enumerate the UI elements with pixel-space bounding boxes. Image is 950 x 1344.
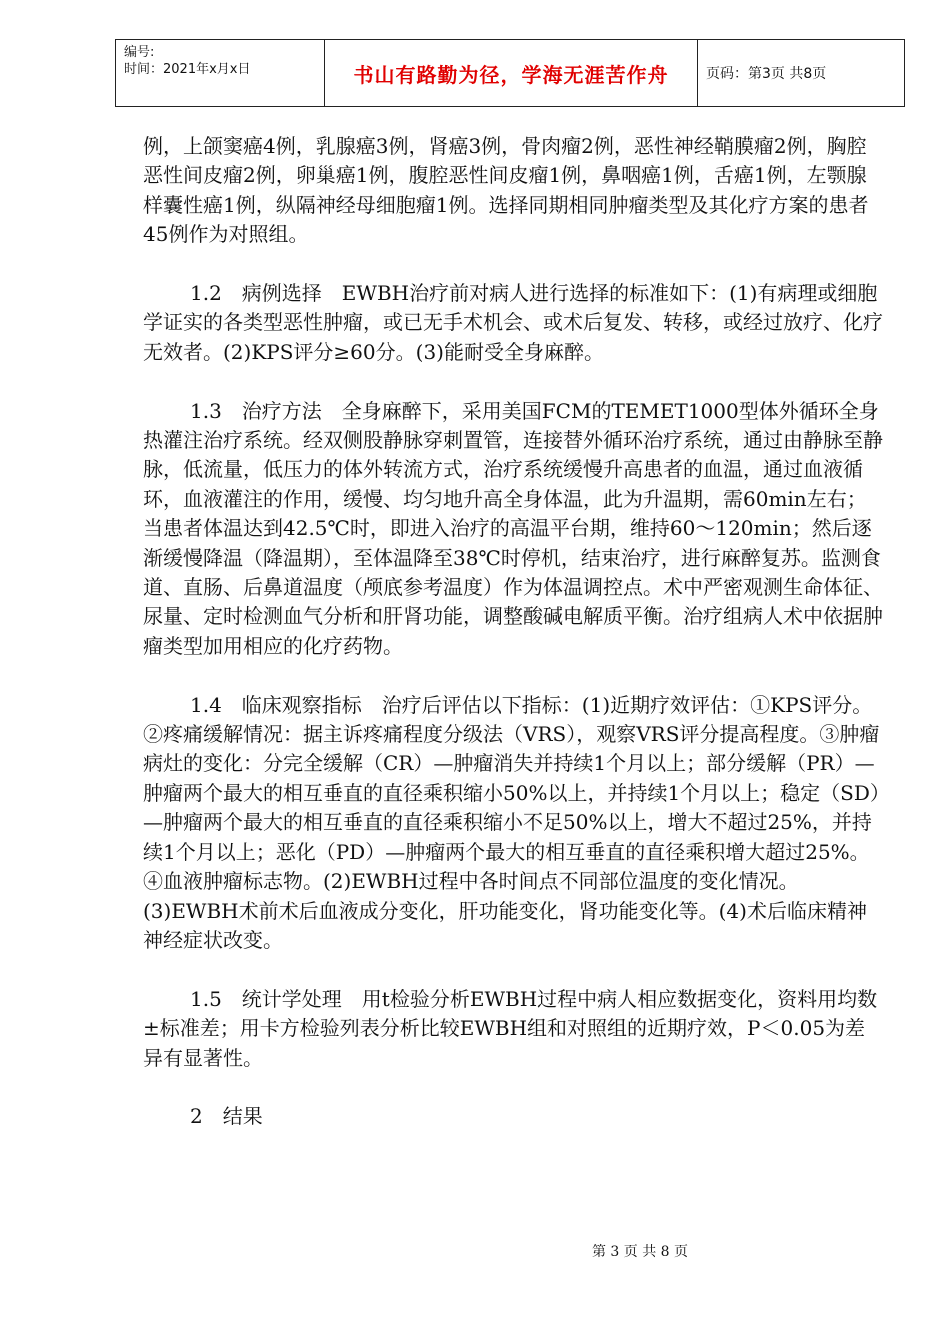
document-body xyxy=(143,132,883,1161)
header-page-info: 页码：第3页 共8页 xyxy=(698,40,905,107)
page-footer: 第 3 页 共 8 页 xyxy=(591,1244,689,1260)
serial-label: 编号: xyxy=(124,45,155,60)
paragraph-observation-indicators: 1.4 临床观察指标 治疗后评估以下指标：(1)近期疗效评估：①KPS评分。②疼痛缓解情况：据主诉疼痛程度分级法（VRS），观察VRS评分提高程度。③肿瘤病灶的变化：分完全缓解（CR）—肿瘤消失并持续1个月以上；部分缓解（PR）—肿瘤两个最大的相互垂直的直径乘积缩小50%以上，并持续1个月以上；稳定（SD）—肿瘤两个最大的相互垂直的直径乘积缩小不足50%以上，增大不超过25%，并持续1个月以上；恶化（PD）—肿瘤两个最大的相互垂直的直径乘积增大超过25%。④血液肿瘤标志物。(2)EWBH过程中各时间点不同部位温度的变化情况。(3)EWBH术前术后血液成分变化，肝功能变化，肾功能变化等。(4)术后临床精神神经症状改变。 xyxy=(143,692,880,952)
header-meta-cell xyxy=(116,40,325,107)
paragraph-patient-cases: 例，上颌窦癌4例，乳腺癌3例，肾癌3例，骨肉瘤2例，恶性神经鞘膜瘤2例，胸腔恶性间皮瘤2例，卵巢癌1例，腹腔恶性间皮瘤1例，鼻咽癌1例，舌癌1例，左颚腺样囊性癌1例，纵隔神经母细胞瘤1例。选择同期相同肿瘤类型及其化疗方案的患者45例作为对照组。 xyxy=(143,134,869,247)
header-motto: 书山有路勤为径，学海无涯苦作舟 xyxy=(353,62,669,87)
paragraph-case-selection: 1.2 病例选择 EWBH治疗前对病人进行选择的标准如下：(1)有病理或细胞学证实的各类型恶性肿瘤，或已无手术机会、或术后复发、转移，或经过放疗、化疗无效者。(2)KPS评分≥60分。(3)能耐受全身麻醉。 xyxy=(143,281,883,364)
page-header xyxy=(115,39,905,107)
paragraph-statistics: 1.5 统计学处理 用t检验分析EWBH过程中病人相应数据变化，资料用均数±标准差；用卡方检验列表分析比较EWBH组和对照组的近期疗效，P＜0.05为差异有显著性。 xyxy=(143,986,878,1070)
time-label: 时间：2021年x月x日 xyxy=(124,62,251,77)
paragraph-treatment-method: 1.3 治疗方法 全身麻醉下，采用美国FCM的TEMET1000型体外循环全身热灌注治疗系统。经双侧股静脉穿刺置管，连接替外循环治疗系统，通过由静脉至静脉，低流量，低压力的体外转流方式，治疗系统缓慢升高患者的血温，通过血液循环，血液灌注的作用，缓慢、均匀地升高全身体温，此为升温期，需60min左右；当患者体温达到42.5℃时，即进入治疗的高温平台期，维持60～120min；然后逐渐缓慢降温（降温期），至体温降至38℃时停机，结束治疗，进行麻醉复苏。监测食道、直肠、后鼻道温度（颅底参考温度）作为体温调控点。术中严密观测生命体征、尿量、定时检测血气分析和肝肾功能，调整酸碱电解质平衡。治疗组病人术中依据肿瘤类型加用相应的化疗药物。 xyxy=(143,398,883,658)
header-motto-cell xyxy=(325,40,698,107)
section-heading-results: 2 结果 xyxy=(190,1104,263,1129)
